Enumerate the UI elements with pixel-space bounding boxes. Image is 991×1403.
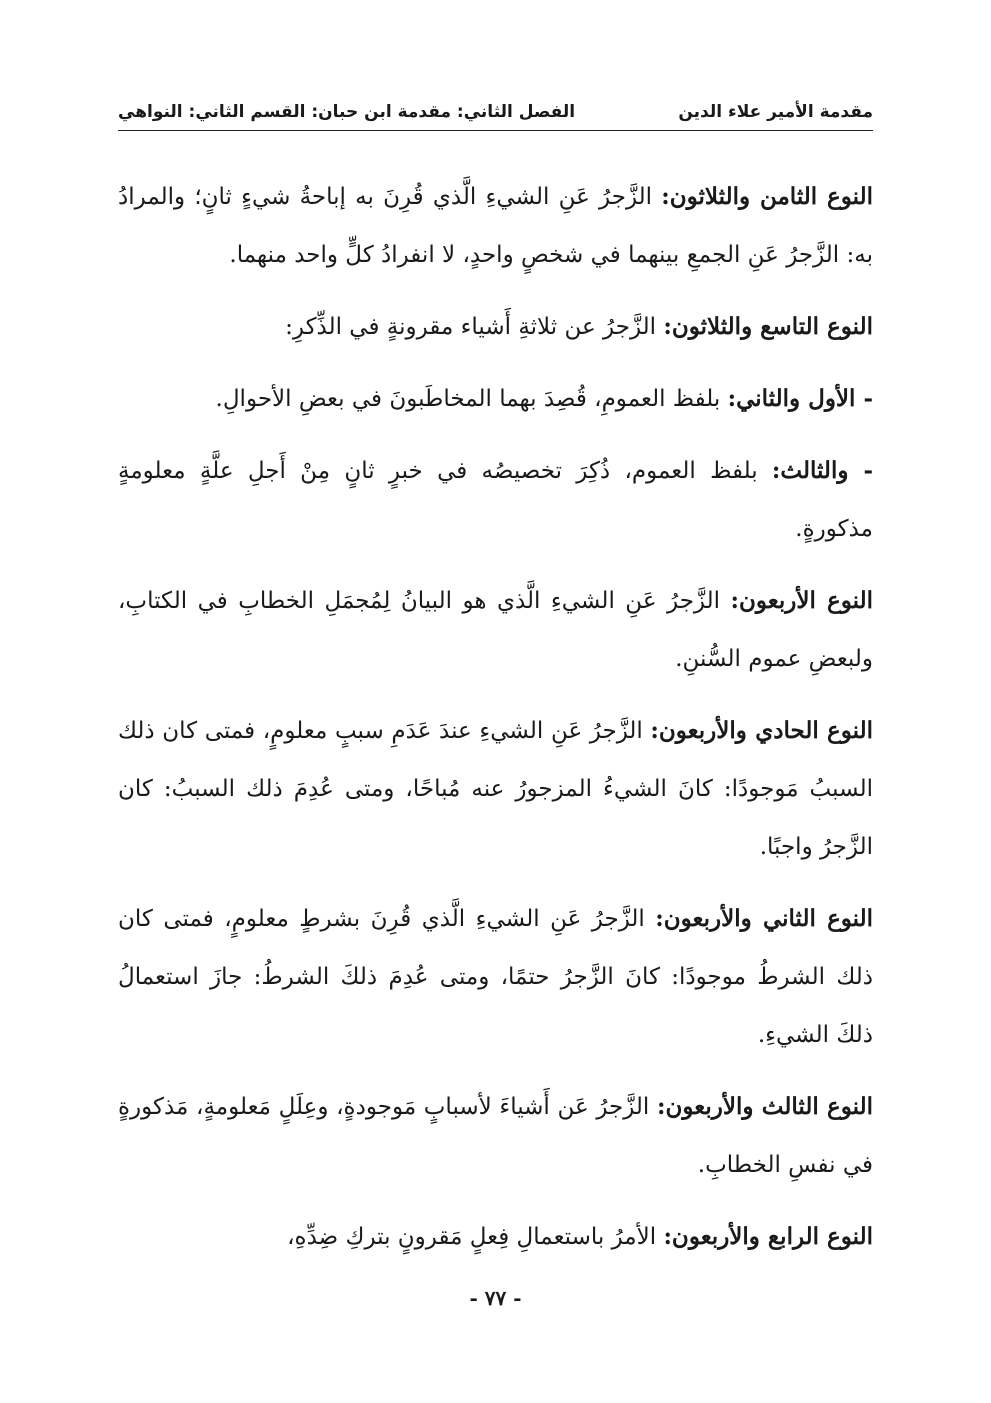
paragraph-text: الزَّجرُ عَنِ الشيءِ الَّذي هو البيانُ لِمُجمَلِ الخطابِ في الكتابِ، ولبعضِ عموم السُّننِ. bbox=[118, 588, 873, 672]
page-number: - ٧٧ - bbox=[469, 1286, 522, 1310]
paragraph-heading: النوع التاسع والثلاثون: bbox=[663, 313, 873, 340]
header-divider bbox=[118, 130, 873, 131]
paragraph-heading: النوع الحادي والأربعون: bbox=[650, 717, 873, 744]
paragraph-8 bbox=[118, 1078, 873, 1194]
paragraph-heading: - والثالث: bbox=[771, 457, 873, 484]
paragraph-text: الزَّجرُ عن ثلاثةِ أَشياء مقرونةٍ في الذِّكرِ: bbox=[285, 314, 664, 340]
paragraph-text: الزَّجرُ عَنِ الشيءِ عندَ عَدَمِ سببٍ معلومٍ، فمتى كان ذلك السببُ مَوجودًا: كانَ الشيءُ المزجورُ عنه مُباحًا، ومتى عُدِمَ ذلك السببُ: كان الزَّجرُ واجبًا. bbox=[118, 718, 873, 860]
paragraph-2 bbox=[118, 298, 873, 356]
paragraph-heading: النوع الأربعون: bbox=[730, 587, 873, 614]
page-body bbox=[118, 168, 873, 1280]
paragraph-heading: - الأول والثاني: bbox=[727, 385, 873, 412]
paragraph-text: الأمرُ باستعمالِ فِعلٍ مَقرونٍ بتركِ ضِدِّهِ، bbox=[287, 1224, 664, 1250]
paragraph-4 bbox=[118, 442, 873, 558]
paragraph-1 bbox=[118, 168, 873, 284]
paragraph-heading: النوع الثالث والأربعون: bbox=[656, 1093, 873, 1120]
paragraph-text: الزَّجرُ عَنِ الشيءِ الَّذي قُرِنَ به إباحةُ شيءٍ ثانٍ؛ والمرادُ به: الزَّجرُ عَنِ الجمعِ بينهما في شخصٍ واحدٍ، لا انفرادُ كلٍّ واحد منهما. bbox=[118, 184, 873, 268]
paragraph-heading: النوع الثامن والثلاثون: bbox=[661, 183, 873, 210]
running-header bbox=[118, 86, 873, 122]
paragraph-6 bbox=[118, 702, 873, 876]
paragraph-7 bbox=[118, 890, 873, 1064]
paragraph-heading: النوع الثاني والأربعون: bbox=[655, 905, 874, 932]
paragraph-3 bbox=[118, 370, 873, 428]
paragraph-text: الزَّجرُ عَن أَشياءَ لأسبابٍ مَوجودةٍ، وعِلَلٍ مَعلومةٍ، مَذكورةٍ في نفسِ الخطابِ. bbox=[118, 1094, 873, 1178]
paragraph-text: الزَّجرُ عَنِ الشيءِ الَّذي قُرِنَ بشرطٍ معلومٍ، فمتى كان ذلك الشرطُ موجودًا: كانَ الزَّجرُ حتمًا، ومتى عُدِمَ ذلكَ الشرطُ: جازَ استعمالُ ذلكَ الشيءِ. bbox=[118, 906, 873, 1048]
paragraph-5 bbox=[118, 572, 873, 688]
paragraph-text: بلفظ العمومِ، قُصِدَ بهما المخاطَبونَ في بعضِ الأحوالِ. bbox=[215, 386, 728, 412]
header-book-title: مقدمة الأمير علاء الدين bbox=[678, 102, 873, 122]
paragraph-heading: النوع الرابع والأربعون: bbox=[663, 1223, 873, 1250]
paragraph-text: بلفظ العموم، ذُكِرَ تخصيصُه في خبرٍ ثانٍ مِنْ أَجلِ علَّةٍ معلومةٍ مذكورةٍ. bbox=[118, 458, 873, 542]
paragraph-9 bbox=[118, 1208, 873, 1266]
header-chapter-title: الفصل الثاني: مقدمة ابن حبان: القسم الثاني: النواهي bbox=[118, 102, 576, 122]
